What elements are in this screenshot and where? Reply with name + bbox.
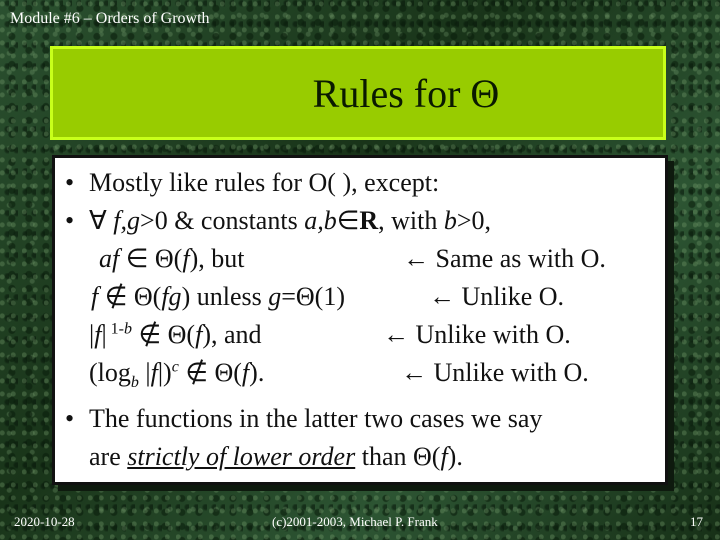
slide-title: Rules for Θ	[312, 70, 500, 116]
footer-date: 2020-10-28	[14, 514, 75, 529]
note-unlike-with-O-1: ← Unlike with O.	[383, 320, 571, 349]
footer-page-number: 17	[690, 514, 703, 529]
bullet-3: •	[65, 404, 75, 433]
footer-credit: (c)2001-2003, Michael P. Frank	[272, 514, 438, 529]
content-line-2: ∀ f,g>0 & constants a,b∈R, with b>0,	[89, 206, 492, 235]
content-line-4: f ∉ Θ(fg) unless g=Θ(1)	[91, 282, 345, 311]
bullet-1: •	[65, 168, 75, 197]
content-line-6: ($\log_b$ |f|)$^c$ ∉ Θ(f).	[89, 358, 265, 392]
bullet-2: •	[65, 206, 75, 235]
content-line-8: are strictly of lower order than Θ(f).	[89, 442, 463, 471]
content-line-7: The functions in the latter two cases we say	[89, 404, 543, 433]
note-same-as-O: ← Same as with O.	[403, 244, 606, 273]
content-line-5: |f| $^{1-b}$ ∉ Θ(f), and	[89, 320, 262, 349]
content-line-3: af ∈ Θ(f), but	[99, 244, 245, 273]
module-title: Module #6 – Orders of Growth	[10, 10, 210, 27]
note-unlike-O: ← Unlike O.	[429, 282, 565, 311]
slide-title-box	[50, 46, 666, 140]
note-unlike-with-O-2: ← Unlike with O.	[401, 358, 589, 387]
content-box	[52, 155, 668, 485]
content-line-1: Mostly like rules for O( ), except:	[89, 168, 440, 197]
